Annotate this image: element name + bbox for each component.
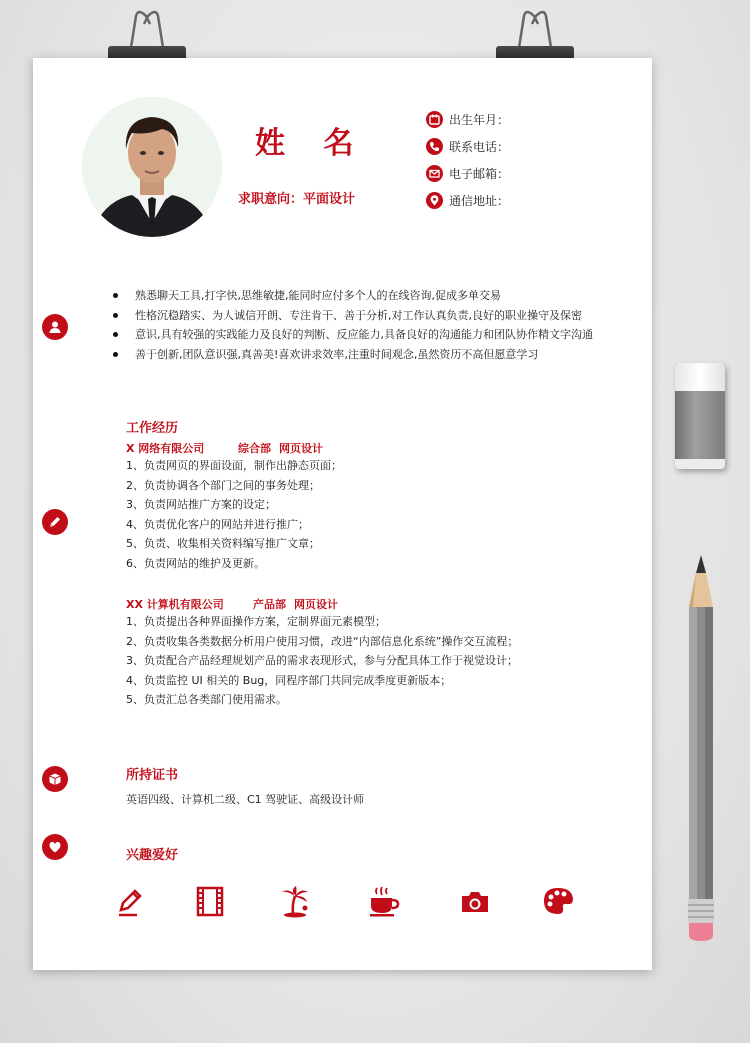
camera-icon [458,884,492,918]
job-intent-label: 求职意向： [238,192,304,207]
list-item: 5、负责、收集相关资料编写推广文章； [126,537,320,550]
work-title: 工作经历 [126,421,179,436]
job-intent-value: 平面设计 [303,192,356,207]
contact-phone-label: 联系电话： [449,140,510,154]
job-role: 网页设计 [294,598,338,611]
certs-title: 所持证书 [126,768,179,783]
list-item: 3、负责网站推广方案的设定； [126,498,276,511]
eraser-decoration [675,363,725,469]
certs-text: 英语四级、计算机二级、C1 驾驶证、高级设计师 [126,793,365,806]
contact-address-label: 通信地址： [449,194,510,208]
list-item: 6、负责网站的维护及更新。 [126,556,265,570]
hobbies-title: 兴趣爱好 [126,848,179,863]
job-header [126,440,323,456]
job-dept: 综合部 [238,442,271,455]
list-item: 熟悉聊天工具,打字快,思维敏捷,能同时应付多个人的在线咨询,促成多单交易 [113,286,593,306]
job-company: XX 计算机有限公司 [126,598,224,611]
avatar [82,97,222,237]
coffee-icon [367,884,401,918]
list-item: 意识,具有较强的实践能力及良好的判断、反应能力,具备良好的沟通能力和团队协作精文字沟通 [113,325,593,345]
drawing-icon [112,884,146,918]
contact-phone [426,138,509,155]
contact-address [426,192,509,209]
job-role: 网页设计 [279,442,323,455]
calendar-icon [426,111,443,128]
job-duties [126,456,342,573]
list-item: 性格沉稳踏实、为人诚信开朗、专注肯干、善于分析,对工作认真负责,良好的职业操守及保密 [113,306,593,326]
list-item: 3、负责配合产品经理规划产品的需求表现形式，参与分配具体工作于视觉设计； [126,654,518,667]
profile-list [113,286,593,364]
job-header [126,596,338,612]
phone-icon [426,138,443,155]
person-icon [42,314,68,340]
contact-birthdate-label: 出生年月： [449,113,510,127]
list-item: 2、负责协调各个部门之间的事务处理； [126,478,320,492]
list-item: 善于创新,团队意识强,真善美!喜欢讲求效率,注重时间观念,虽然资历不高但愿意学习 [113,345,593,365]
candidate-name: 姓 名 [255,126,368,161]
contact-email-label: 电子邮箱： [449,167,510,181]
job-dept: 产品部 [253,598,286,611]
mail-icon [426,165,443,182]
heart-icon [42,834,68,860]
pencil-decoration [684,555,718,945]
location-icon [426,192,443,209]
list-item: 1、负责提出各种界面操作方案，定制界面元素模型； [126,615,386,628]
job-intent [238,188,355,207]
pencil-icon [42,509,68,535]
job-duties [126,612,518,710]
job-company: X 网络有限公司 [126,442,205,455]
list-item: 2、负责收集各类数据分析用户使用习惯，改进“内部信息化系统”操作交互流程； [126,634,519,648]
film-icon [193,884,227,918]
box-icon [42,766,68,792]
travel-palm-icon [279,884,313,918]
palette-icon [541,884,575,918]
list-item: 4、负责监控 UI 相关的 Bug，同程序部门共同完成季度更新版本； [126,673,452,687]
list-item: 4、负责优化客户的网站并进行推广； [126,517,309,531]
list-item: 1、负责网页的界面设面，制作出静态页面； [126,459,342,472]
contact-birthdate [426,111,509,128]
list-item: 5、负责汇总各类部门使用需求。 [126,693,287,706]
contact-email [426,165,509,182]
